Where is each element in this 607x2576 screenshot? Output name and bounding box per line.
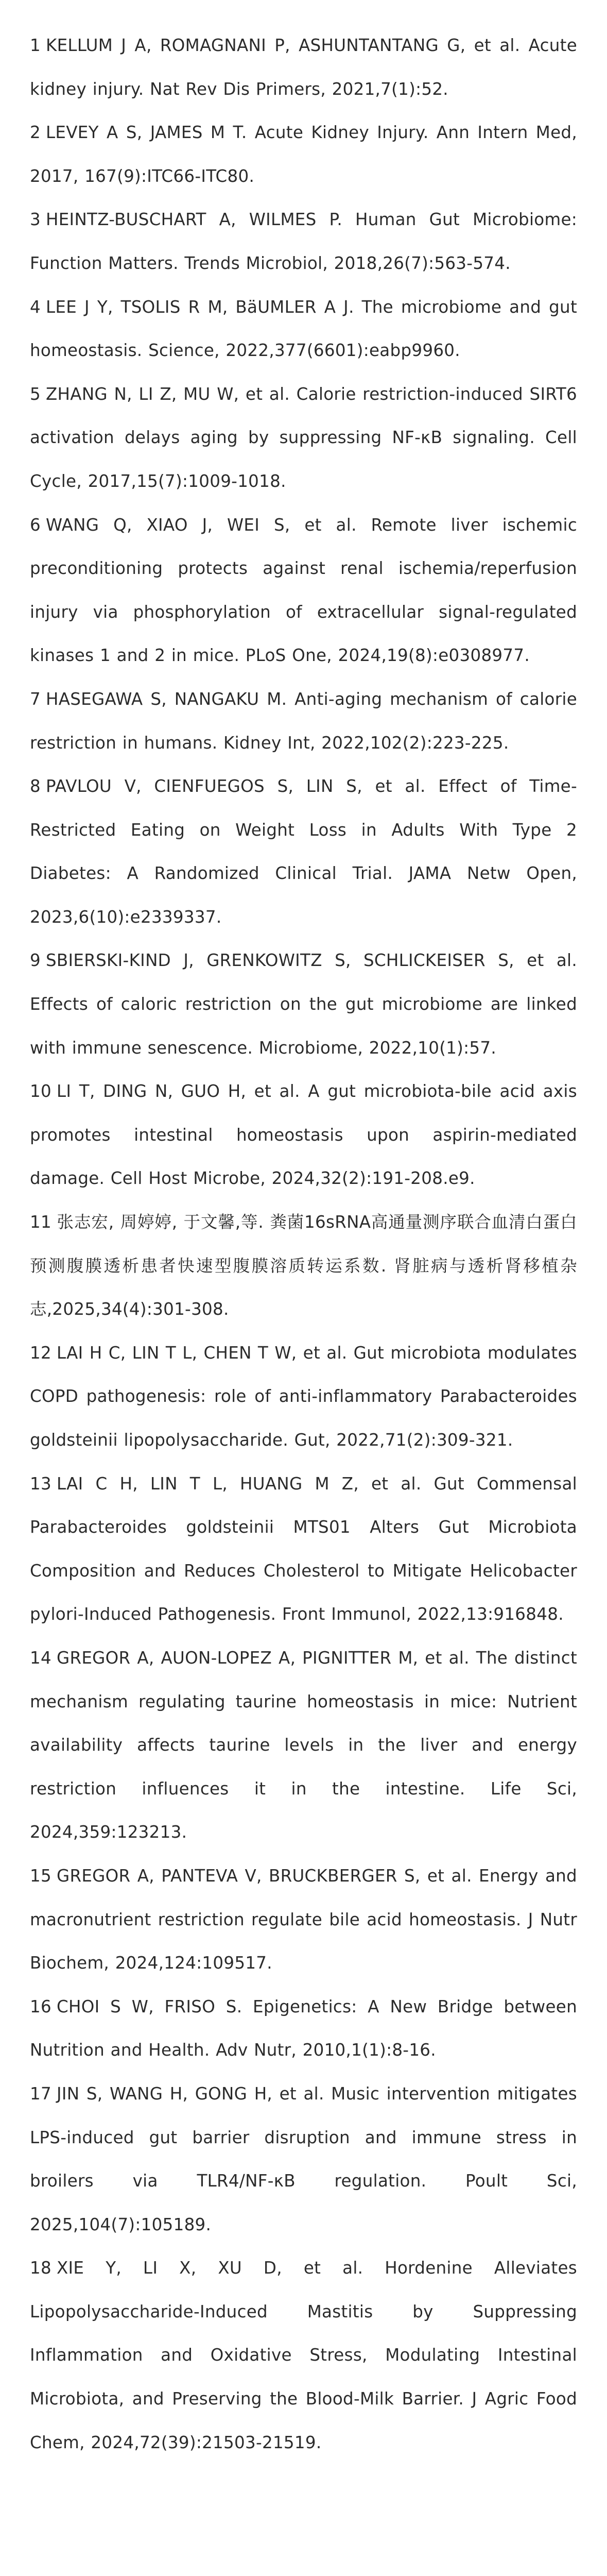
reference-text: LEE J Y, TSOLIS R M, BäUMLER A J. The microbiome and gut homeostasis. Science, 2022,377(6601):eabp9960. — [30, 297, 577, 361]
reference-item — [30, 765, 577, 939]
reference-text: PAVLOU V, CIENFUEGOS S, LIN S, et al. Effect of Time-Restricted Eating on Weight Loss in Adults With Type 2 Diabetes: A Randomized Clinical Trial. JAMA Netw Open, 2023,6(10):e2339337. — [30, 776, 577, 927]
reference-text: LI T, DING N, GUO H, et al. A gut microbiota-bile acid axis promotes intestinal homeostasis upon aspirin-mediated damage. Cell Host Microbe, 2024,32(2):191-208.e9. — [30, 1081, 577, 1189]
reference-item — [30, 1070, 577, 1200]
reference-text: KELLUM J A, ROMAGNANI P, ASHUNTANTANG G, et al. Acute kidney injury. Nat Rev Dis Primers, 2021,7(1):52. — [30, 36, 577, 99]
reference-text: 张志宏, 周婷婷, 于文馨,等. 粪菌16sRNA高通量测序联合血清白蛋白预测腹膜透析患者快速型腹膜溶质转运系数. 肾脏病与透析肾移植杂志,2025,34(4):301-308. — [30, 1212, 577, 1319]
reference-item — [30, 1462, 577, 1636]
reference-text: GREGOR A, PANTEVA V, BRUCKBERGER S, et al. Energy and macronutrient restriction regulate bile acid homeostasis. J Nutr Biochem, 2024,124:109517. — [30, 1866, 577, 1973]
reference-item — [30, 2072, 577, 2246]
reference-number: 13 — [30, 1473, 51, 1494]
reference-list — [30, 24, 577, 2464]
reference-item — [30, 372, 577, 503]
reference-item — [30, 503, 577, 677]
reference-number: 3 — [30, 210, 41, 230]
reference-item — [30, 1636, 577, 1854]
reference-number: 10 — [30, 1081, 51, 1101]
reference-text: ZHANG N, LI Z, MU W, et al. Calorie restriction-induced SIRT6 activation delays aging by suppressing NF-κB signaling. Cell Cycle, 2017,15(7):1009-1018. — [30, 384, 577, 491]
reference-item — [30, 2246, 577, 2464]
reference-number: 2 — [30, 123, 41, 143]
reference-text: HEINTZ-BUSCHART A, WILMES P. Human Gut Microbiome: Function Matters. Trends Microbiol, 2018,26(7):563-574. — [30, 210, 577, 273]
reference-number: 16 — [30, 1996, 51, 2016]
reference-item — [30, 198, 577, 285]
reference-text: JIN S, WANG H, GONG H, et al. Music intervention mitigates LPS-induced gut barrier disruption and immune stress in broilers via TLR4/NF-κB regulation. Poult Sci, 2025,104(7):105189. — [30, 2083, 577, 2234]
reference-text: XIE Y, LI X, XU D, et al. Hordenine Alleviates Lipopolysaccharide-Induced Mastitis by Suppressing Inflammation and Oxidative Stress, Modulating Intestinal Microbiota, and Preserving the Blood-Milk Barrier. J Agric Food Chem, 2024,72(39):21503-21519. — [30, 2258, 577, 2452]
reference-item — [30, 1331, 577, 1462]
reference-item — [30, 1200, 577, 1331]
reference-number: 15 — [30, 1866, 51, 1886]
reference-number: 8 — [30, 776, 41, 796]
reference-number: 18 — [30, 2258, 51, 2278]
reference-number: 4 — [30, 297, 41, 317]
reference-text: LEVEY A S, JAMES M T. Acute Kidney Injury. Ann Intern Med, 2017, 167(9):ITC66-ITC80. — [30, 123, 577, 186]
reference-item — [30, 111, 577, 198]
reference-number: 7 — [30, 689, 41, 709]
reference-item — [30, 939, 577, 1070]
reference-text: WANG Q, XIAO J, WEI S, et al. Remote liver ischemic preconditioning protects against renal ischemia/reperfusion injury via phosphorylation of extracellular signal-regulated kinases 1 and 2 in mice. PLoS One, 2024,19(8):e0308977. — [30, 515, 577, 666]
reference-number: 17 — [30, 2083, 51, 2104]
reference-number: 11 — [30, 1212, 51, 1232]
reference-number: 1 — [30, 36, 41, 55]
reference-number: 6 — [30, 515, 41, 535]
reference-text: LAI C H, LIN T L, HUANG M Z, et al. Gut Commensal Parabacteroides goldsteinii MTS01 Alters Gut Microbiota Composition and Reduces Cholesterol to Mitigate Helicobacter pylori-Induced Pathogenesis. Front Immunol, 2022,13:916848. — [30, 1473, 577, 1624]
reference-item — [30, 285, 577, 372]
reference-item — [30, 1985, 577, 2072]
reference-item — [30, 677, 577, 765]
reference-number: 12 — [30, 1343, 51, 1363]
reference-text: GREGOR A, AUON-LOPEZ A, PIGNITTER M, et al. The distinct mechanism regulating taurine homeostasis in mice: Nutrient availability affects taurine levels in the liver and energy restriction influences it in the intestine. Life Sci, 2024,359:123213. — [30, 1648, 577, 1842]
reference-number: 9 — [30, 951, 41, 971]
reference-text: LAI H C, LIN T L, CHEN T W, et al. Gut microbiota modulates COPD pathogenesis: role of anti-inflammatory Parabacteroides goldsteinii lipopolysaccharide. Gut, 2022,71(2):309-321. — [30, 1343, 577, 1450]
reference-text: CHOI S W, FRISO S. Epigenetics: A New Bridge between Nutrition and Health. Adv Nutr, 2010,1(1):8-16. — [30, 1996, 577, 2060]
reference-number: 14 — [30, 1648, 51, 1668]
reference-text: SBIERSKI-KIND J, GRENKOWITZ S, SCHLICKEISER S, et al. Effects of caloric restriction on the gut microbiome are linked with immune senescence. Microbiome, 2022,10(1):57. — [30, 951, 577, 1058]
reference-number: 5 — [30, 384, 41, 404]
reference-item — [30, 1854, 577, 1985]
reference-item — [30, 24, 577, 111]
reference-text: HASEGAWA S, NANGAKU M. Anti-aging mechanism of calorie restriction in humans. Kidney Int, 2022,102(2):223-225. — [30, 689, 577, 753]
